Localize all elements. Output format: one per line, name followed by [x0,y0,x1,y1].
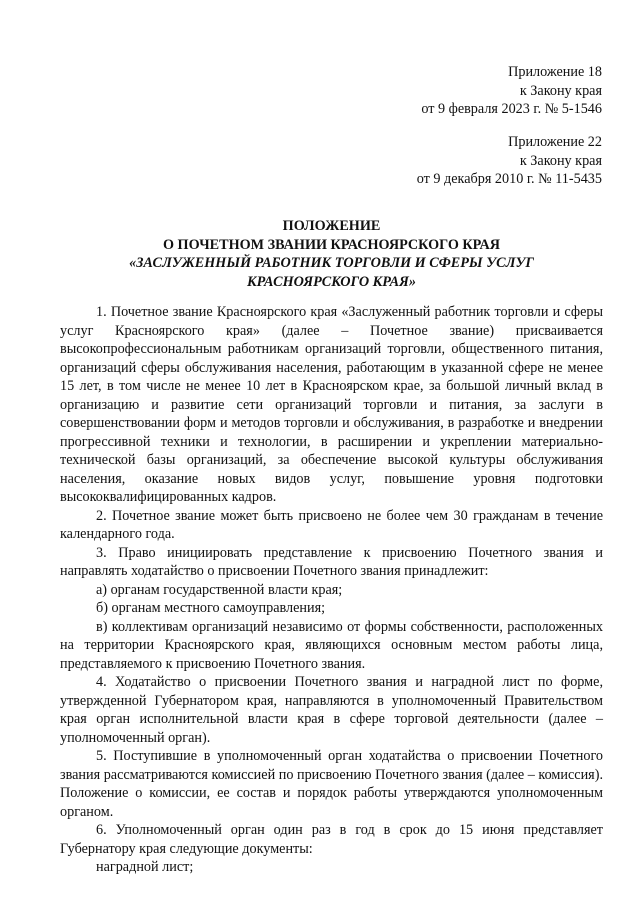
paragraph-2: 2. Почетное звание может быть присвоено не более чем 30 гражданам в течение календарного года. [60,507,603,542]
paragraph-3c: в) коллективам организаций независимо от формы собственности, расположенных на территории Красноярского края, являющихся основным местом работы лица, представляемого к присвоению Почетного звания. [60,618,603,672]
document-title [60,217,603,291]
title-line-4: КРАСНОЯРСКОГО КРАЯ» [246,273,416,290]
appendix-original-number: Приложение 22 [508,134,602,150]
appendix-current-law: к Закону края [519,82,602,99]
paragraph-5: 5. Поступившие в уполномоченный орган ходатайства о присвоении Почетного звания рассматриваются комиссией по присвоению Почетного звания (далее – комиссия). Положение о комиссии, ее состав и порядок работы утверждаются уполномоченным органом. [60,748,603,820]
appendix-original-date: от 9 декабря 2010 г. № 11-5435 [416,171,602,187]
paragraph-3a: а) органам государственной власти края; [96,581,343,598]
title-line-2: О ПОЧЕТНОМ ЗВАНИИ КРАСНОЯРСКОГО КРАЯ [162,236,501,253]
appendix-original-reference [417,133,602,189]
appendix-current-date: от 9 февраля 2023 г. № 5-1546 [421,101,602,117]
appendix-current-reference [421,63,602,119]
paragraph-1: 1. Почетное звание Красноярского края «Заслуженный работник торговли и сферы услуг Красноярского края» (далее – Почетное звание) присваивается высокопрофессиональным работникам организаций торговли, общественного питания, организаций сферы обслуживания населения, работающим в указанной сфере не менее 15 лет, в том числе не менее 10 лет в Красноярском крае, за большой личный вклад в организацию и развитие сети организаций торговли и питания, за заслуги в совершенствовании форм и методов торговли и обслуживания, в разработке и внедрении прогрессивной техники и технологии, в расширении и укреплении материально-технической базы организаций, за обеспечение высокой культуры обслуживания населения, оказание новых видов услуг, повышение уровня подготовки высококвалифицированных кадров. [60,304,603,505]
appendix-current-number: Приложение 18 [508,64,602,80]
paragraph-3: 3. Право инициировать представление к присвоению Почетного звания и направлять ходатайство о присвоении Почетного звания принадлежит: [60,544,603,579]
paragraph-3b: б) органам местного самоуправления; [96,600,326,616]
paragraph-6: 6. Уполномоченный орган один раз в год в срок до 15 июня представляет Губернатору края следующие документы: [60,822,603,857]
paragraph-6-item-1: наградной лист; [96,859,194,875]
title-line-1: ПОЛОЖЕНИЕ [282,218,381,234]
title-line-3: «ЗАСЛУЖЕННЫЙ РАБОТНИК ТОРГОВЛИ И СФЕРЫ УСЛУГ [129,255,534,271]
appendix-original-law: к Закону края [519,152,602,169]
document-body [60,303,603,877]
paragraph-4: 4. Ходатайство о присвоении Почетного звания и наградной лист по форме, утвержденной Губернатором края, направляются в уполномоченный Правительством края орган исполнительной власти края в сфере торговой деятельности (далее – уполномоченный орган). [60,674,603,746]
